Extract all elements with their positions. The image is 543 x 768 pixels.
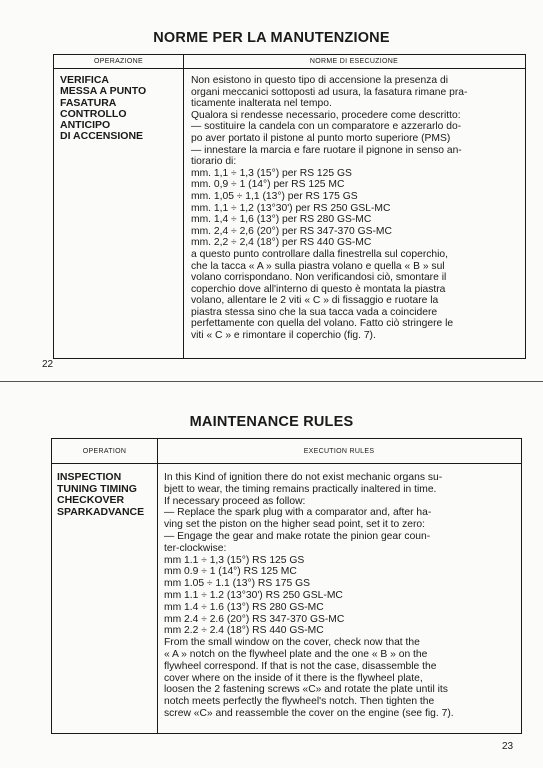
column-header-execution: EXECUTION RULES [303,448,375,455]
operation-line: FASATURA [60,96,117,109]
text-line: screw «C» and reassemble the cover on the engine (see fig. 7). [164,707,454,719]
text-line: From the small window on the cover, check now that the [164,637,420,649]
page-italian [0,0,543,383]
text-line: mm 2.2 ÷ 2.4 (18°) RS 440 GS-MC [164,625,324,637]
operation-line: TUNING TIMING [57,482,137,495]
text-line: — innestare la marcia e fare ruotare il pignone in senso an- [191,144,462,156]
operation-line: MESSA A PUNTO [60,85,147,98]
text-line: loosen the 2 fastening screws «C» and rotate the plate until its [164,684,448,696]
text-line: Qualora si rendesse necessario, procedere come descritto: [191,109,461,121]
page-separator [0,381,543,382]
column-divider [183,55,184,358]
maintenance-table [53,54,526,359]
text-line: che la tacca « A » sulla piastra volano e quella « B » sul [191,260,445,272]
text-line: mm. 1,4 ÷ 1,6 (13°) per RS 280 GS-MC [191,214,372,226]
header-divider [54,68,525,69]
page-number: 23 [502,741,514,752]
text-line: mm. 1,1 ÷ 1,2 (13°30') per RS 250 GSL-MC [191,202,391,214]
execution-text [164,472,518,720]
operation-cell [57,472,144,518]
text-line: ticamente inalterata nel tempo. [191,98,332,110]
page-number: 22 [42,359,54,370]
operation-line: SPARKADVANCE [57,505,145,518]
text-line: bjett to wear, the timing remains practically inaltered in time. [164,483,437,495]
maintenance-table [51,438,522,734]
text-line: mm 1.1 ÷ 1.2 (13°30') RS 250 GSL-MC [164,589,343,601]
column-divider [157,439,158,733]
page-english [0,383,543,768]
operation-line: DI ACCENSIONE [60,130,144,143]
text-line: po aver portato il pistone al punto morto superiore (PMS) [191,132,451,144]
column-header-operation: OPERATION [82,448,127,455]
page-title: MAINTENANCE RULES [189,414,354,430]
page-title: NORME PER LA MANUTENZIONE [153,30,390,46]
header-divider [52,463,521,464]
text-line: ter-clockwise: [164,542,227,554]
operation-line: CONTROLLO [60,107,127,120]
text-line: a questo punto controllare dalla finestrella sul coperchio, [191,248,449,260]
text-line: cover where on the inside of it there is the flywheel plate, [164,672,423,684]
text-line: notch meets perfectly the flywheel's notch. Then tighten the [164,696,435,708]
operation-line: INSPECTION [57,471,122,483]
text-line: ving set the piston on the higher sead point, set it to zero: [164,519,426,531]
text-line: mm. 2,4 ÷ 2,6 (20°) per RS 347-370 GS-MC [191,225,392,237]
text-line: If necessary proceed as follow: [164,495,306,507]
text-line: « A » notch on the flywheel plate and the one « B » on the [164,648,428,660]
text-line: In this Kind of ignition there do not exist mechanic organs su- [164,472,443,483]
text-line: mm. 1,1 ÷ 1,3 (15°) per RS 125 GS [191,167,352,179]
text-line: mm 1.4 ÷ 1.6 (13°) RS 280 GS-MC [164,601,324,613]
text-line: Non esistono in questo tipo di accensione la presenza di [191,75,449,86]
operation-line: VERIFICA [60,74,110,86]
text-line: volano corrispondano. Non verificandosi ciò, smontare il [191,272,447,284]
text-line: mm. 0,9 ÷ 1 (14°) per RS 125 MC [191,179,345,191]
text-line: mm 0.9 ÷ 1 (14°) RS 125 MC [164,566,297,578]
text-line: coperchio dove all'interno di questo è montata la piastra [191,283,446,295]
text-line: mm 1.1 ÷ 1,3 (15°) RS 125 GS [164,554,305,566]
text-line: tiorario di: [191,156,237,168]
text-line: mm 2.4 ÷ 2.6 (20°) RS 347-370 GS-MC [164,613,345,625]
column-header-execution: NORME DI ESECUZIONE [309,58,399,65]
operation-line: ANTICIPO [60,119,111,132]
text-line: perfettamente con quella del volano. Fatto ciò stringere le [191,318,454,330]
column-header-operation: OPERAZIONE [94,58,143,65]
text-line: organi meccanici sottoposti ad usura, la fasatura rimane pra- [191,86,468,98]
text-line: — sostituire la candela con un comparatore e azzerarlo do- [191,121,462,133]
operation-cell [60,75,146,143]
text-line: mm. 1,05 ÷ 1,1 (13°) per RS 175 GS [191,190,358,202]
text-line: piastra stessa sino che la sua tacca vada a coincidere [191,306,438,318]
text-line: mm 1.05 ÷ 1.1 (13°) RS 175 GS [164,578,310,590]
text-line: — Engage the gear and make rotate the pinion gear coun- [164,530,431,542]
text-line: — Replace the spark plug with a comparator and, after ha- [164,507,432,519]
text-line: flywheel correspond. If that is not the case, disassemble the [164,660,437,672]
execution-text [191,75,523,342]
text-line: volano, allentare le 2 viti « C » di fissaggio e ruotare la [191,295,439,307]
text-line: viti « C » e rimontare il coperchio (fig. 7). [191,330,376,342]
text-line: mm. 2,2 ÷ 2,4 (18°) per RS 440 GS-MC [191,237,372,249]
operation-line: CHECKOVER [57,494,125,507]
